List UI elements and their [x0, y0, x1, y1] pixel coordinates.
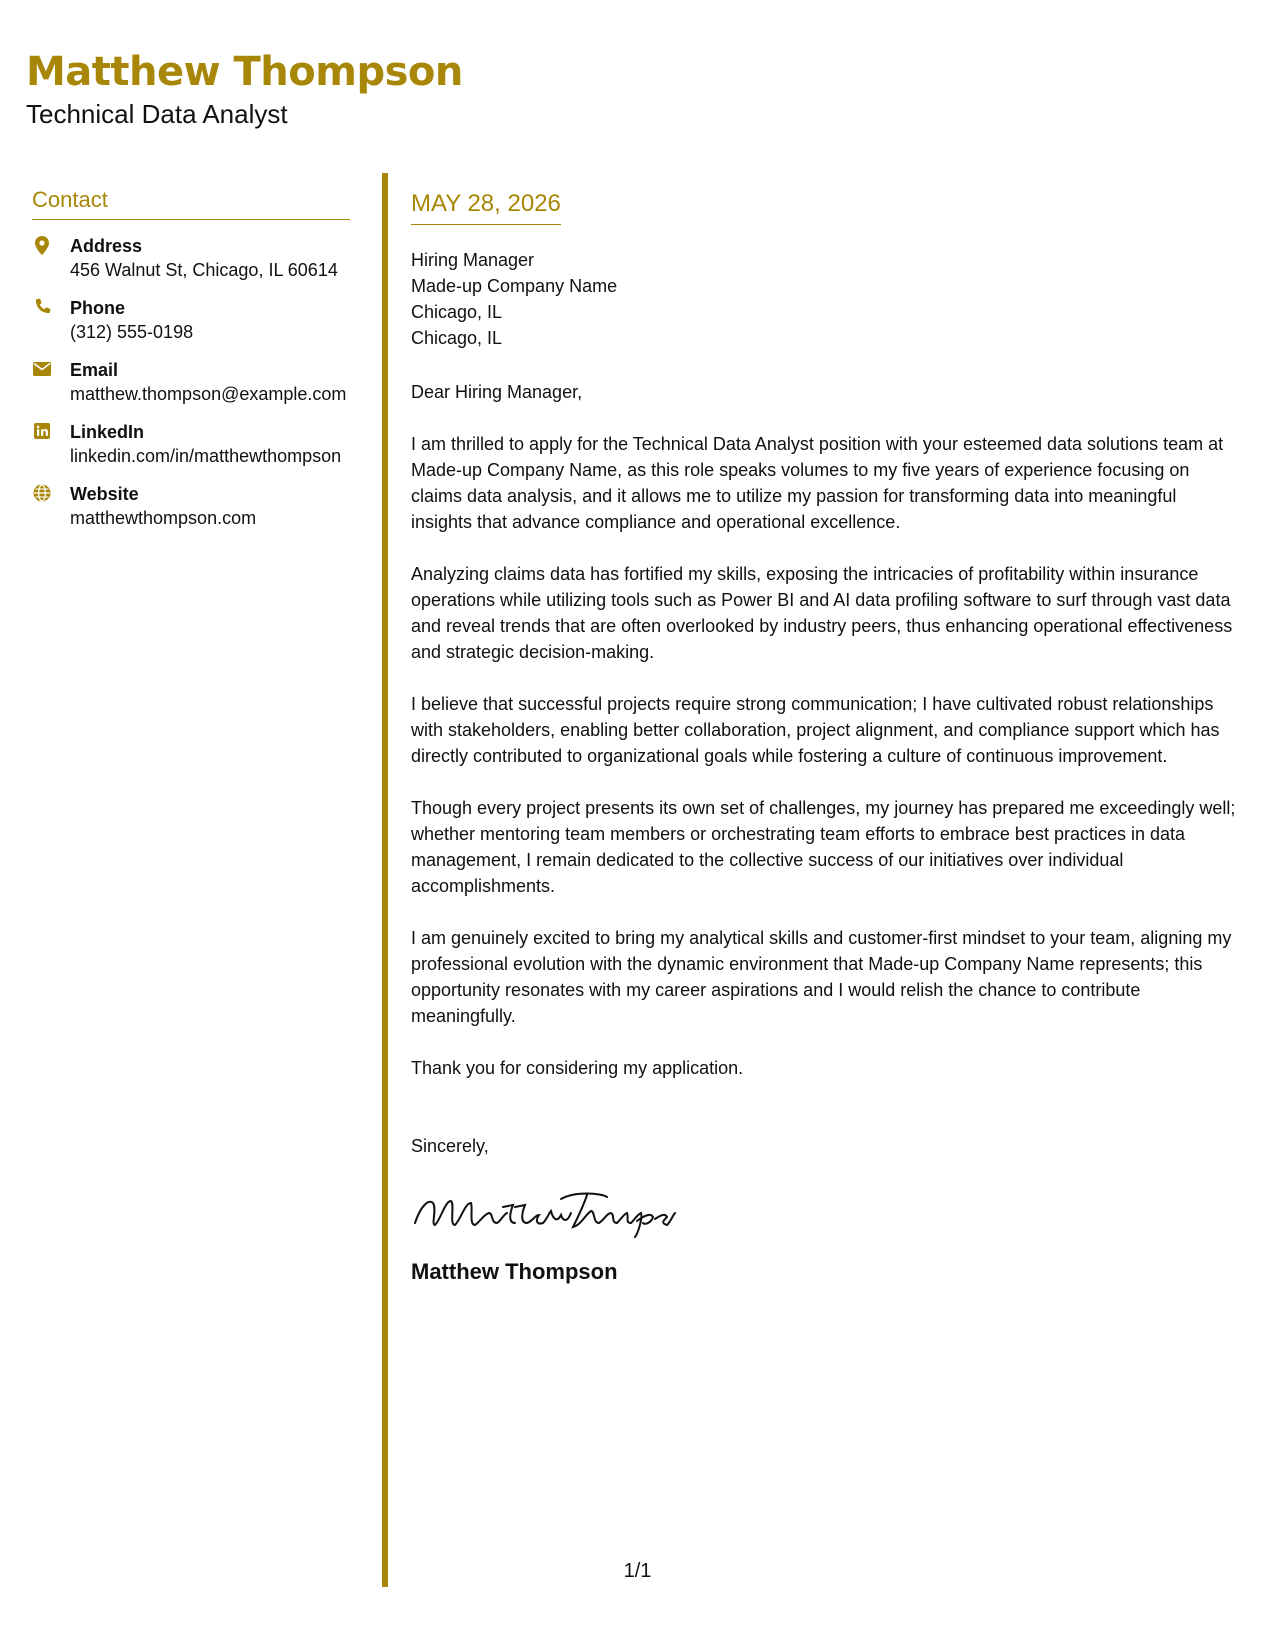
contact-label: Address — [70, 236, 143, 256]
salutation: Dear Hiring Manager, — [411, 382, 583, 402]
thank-you-line: Thank you for considering my application. — [411, 1058, 744, 1078]
job-title: Technical Data Analyst — [26, 99, 288, 129]
closing: Sincerely, — [411, 1136, 489, 1156]
contact-label: Email — [70, 360, 119, 380]
contact-heading: Contact — [32, 186, 350, 220]
contact-item-linkedin — [32, 420, 350, 468]
letter-date: MAY 28, 2026 — [411, 188, 561, 225]
applicant-name: Matthew Thompson — [26, 49, 463, 95]
body-paragraph: I believe that successful projects require strong communication; I have cultivated robust relationships with stakeholders, enabling better collaboration, project alignment, and compliance support which has directly contributed to organizational goals while fostering a culture of continuous improvement. — [411, 694, 1220, 766]
phone-icon — [32, 297, 52, 317]
linkedin-icon — [32, 421, 52, 441]
body-paragraph: Though every project presents its own set of challenges, my journey has prepared me exceedingly well; whether mentoring team members or orchestrating team efforts to embrace best practices in data management, I remain dedicated to the collective success of our initiatives over individual accomplishments. — [411, 798, 1236, 896]
recipient-block — [411, 247, 1241, 351]
contact-sidebar — [32, 186, 350, 544]
recipient-line: Chicago, IL — [411, 302, 503, 322]
signer-name: Matthew Thompson — [411, 1259, 618, 1284]
linkedin-value[interactable]: linkedin.com/in/matthewthompson — [70, 446, 342, 466]
body-paragraph: I am genuinely excited to bring my analytical skills and customer-first mindset to your team, aligning my professional evolution with the dynamic environment that Made-up Company Name represents; this opportunity resonates with my career aspirations and I would relish the chance to contribute meaningfully. — [411, 928, 1232, 1026]
contact-item-email — [32, 358, 350, 406]
phone-value: (312) 555-0198 — [70, 322, 194, 342]
contact-label: Phone — [70, 298, 126, 318]
email-value[interactable]: matthew.thompson@example.com — [70, 384, 347, 404]
contact-item-address — [32, 234, 350, 282]
address-value: 456 Walnut St, Chicago, IL 60614 — [70, 260, 338, 280]
cover-letter-body — [411, 188, 1241, 1286]
contact-item-phone — [32, 296, 350, 344]
handwritten-signature — [411, 1185, 681, 1239]
recipient-line: Chicago, IL — [411, 328, 503, 348]
body-paragraph: Analyzing claims data has fortified my skills, exposing the intricacies of profitability within insurance operations while utilizing tools such as Power BI and AI data profiling software to surf through vast data and reveal trends that are often overlooked by industry peers, thus enhancing operational effectiveness and strategic decision-making. — [411, 564, 1233, 662]
resume-header — [26, 48, 463, 130]
contact-label: LinkedIn — [70, 422, 145, 442]
body-paragraph: I am thrilled to apply for the Technical Data Analyst position with your esteemed data solutions team at Made-up Company Name, as this role speaks volumes to my five years of experience focusing on claims data analysis, and it allows me to utilize my passion for transforming data into meaningful insights that advance compliance and operational excellence. — [411, 434, 1224, 532]
envelope-icon — [32, 359, 52, 379]
recipient-line: Made-up Company Name — [411, 276, 618, 296]
map-pin-icon — [32, 235, 52, 255]
contact-item-website — [32, 482, 350, 530]
recipient-line: Hiring Manager — [411, 250, 535, 270]
vertical-divider — [382, 173, 388, 1587]
website-value[interactable]: matthewthompson.com — [70, 508, 257, 528]
page-number: 1/1 — [623, 1560, 652, 1582]
contact-label: Website — [70, 484, 139, 504]
globe-icon — [32, 483, 52, 503]
